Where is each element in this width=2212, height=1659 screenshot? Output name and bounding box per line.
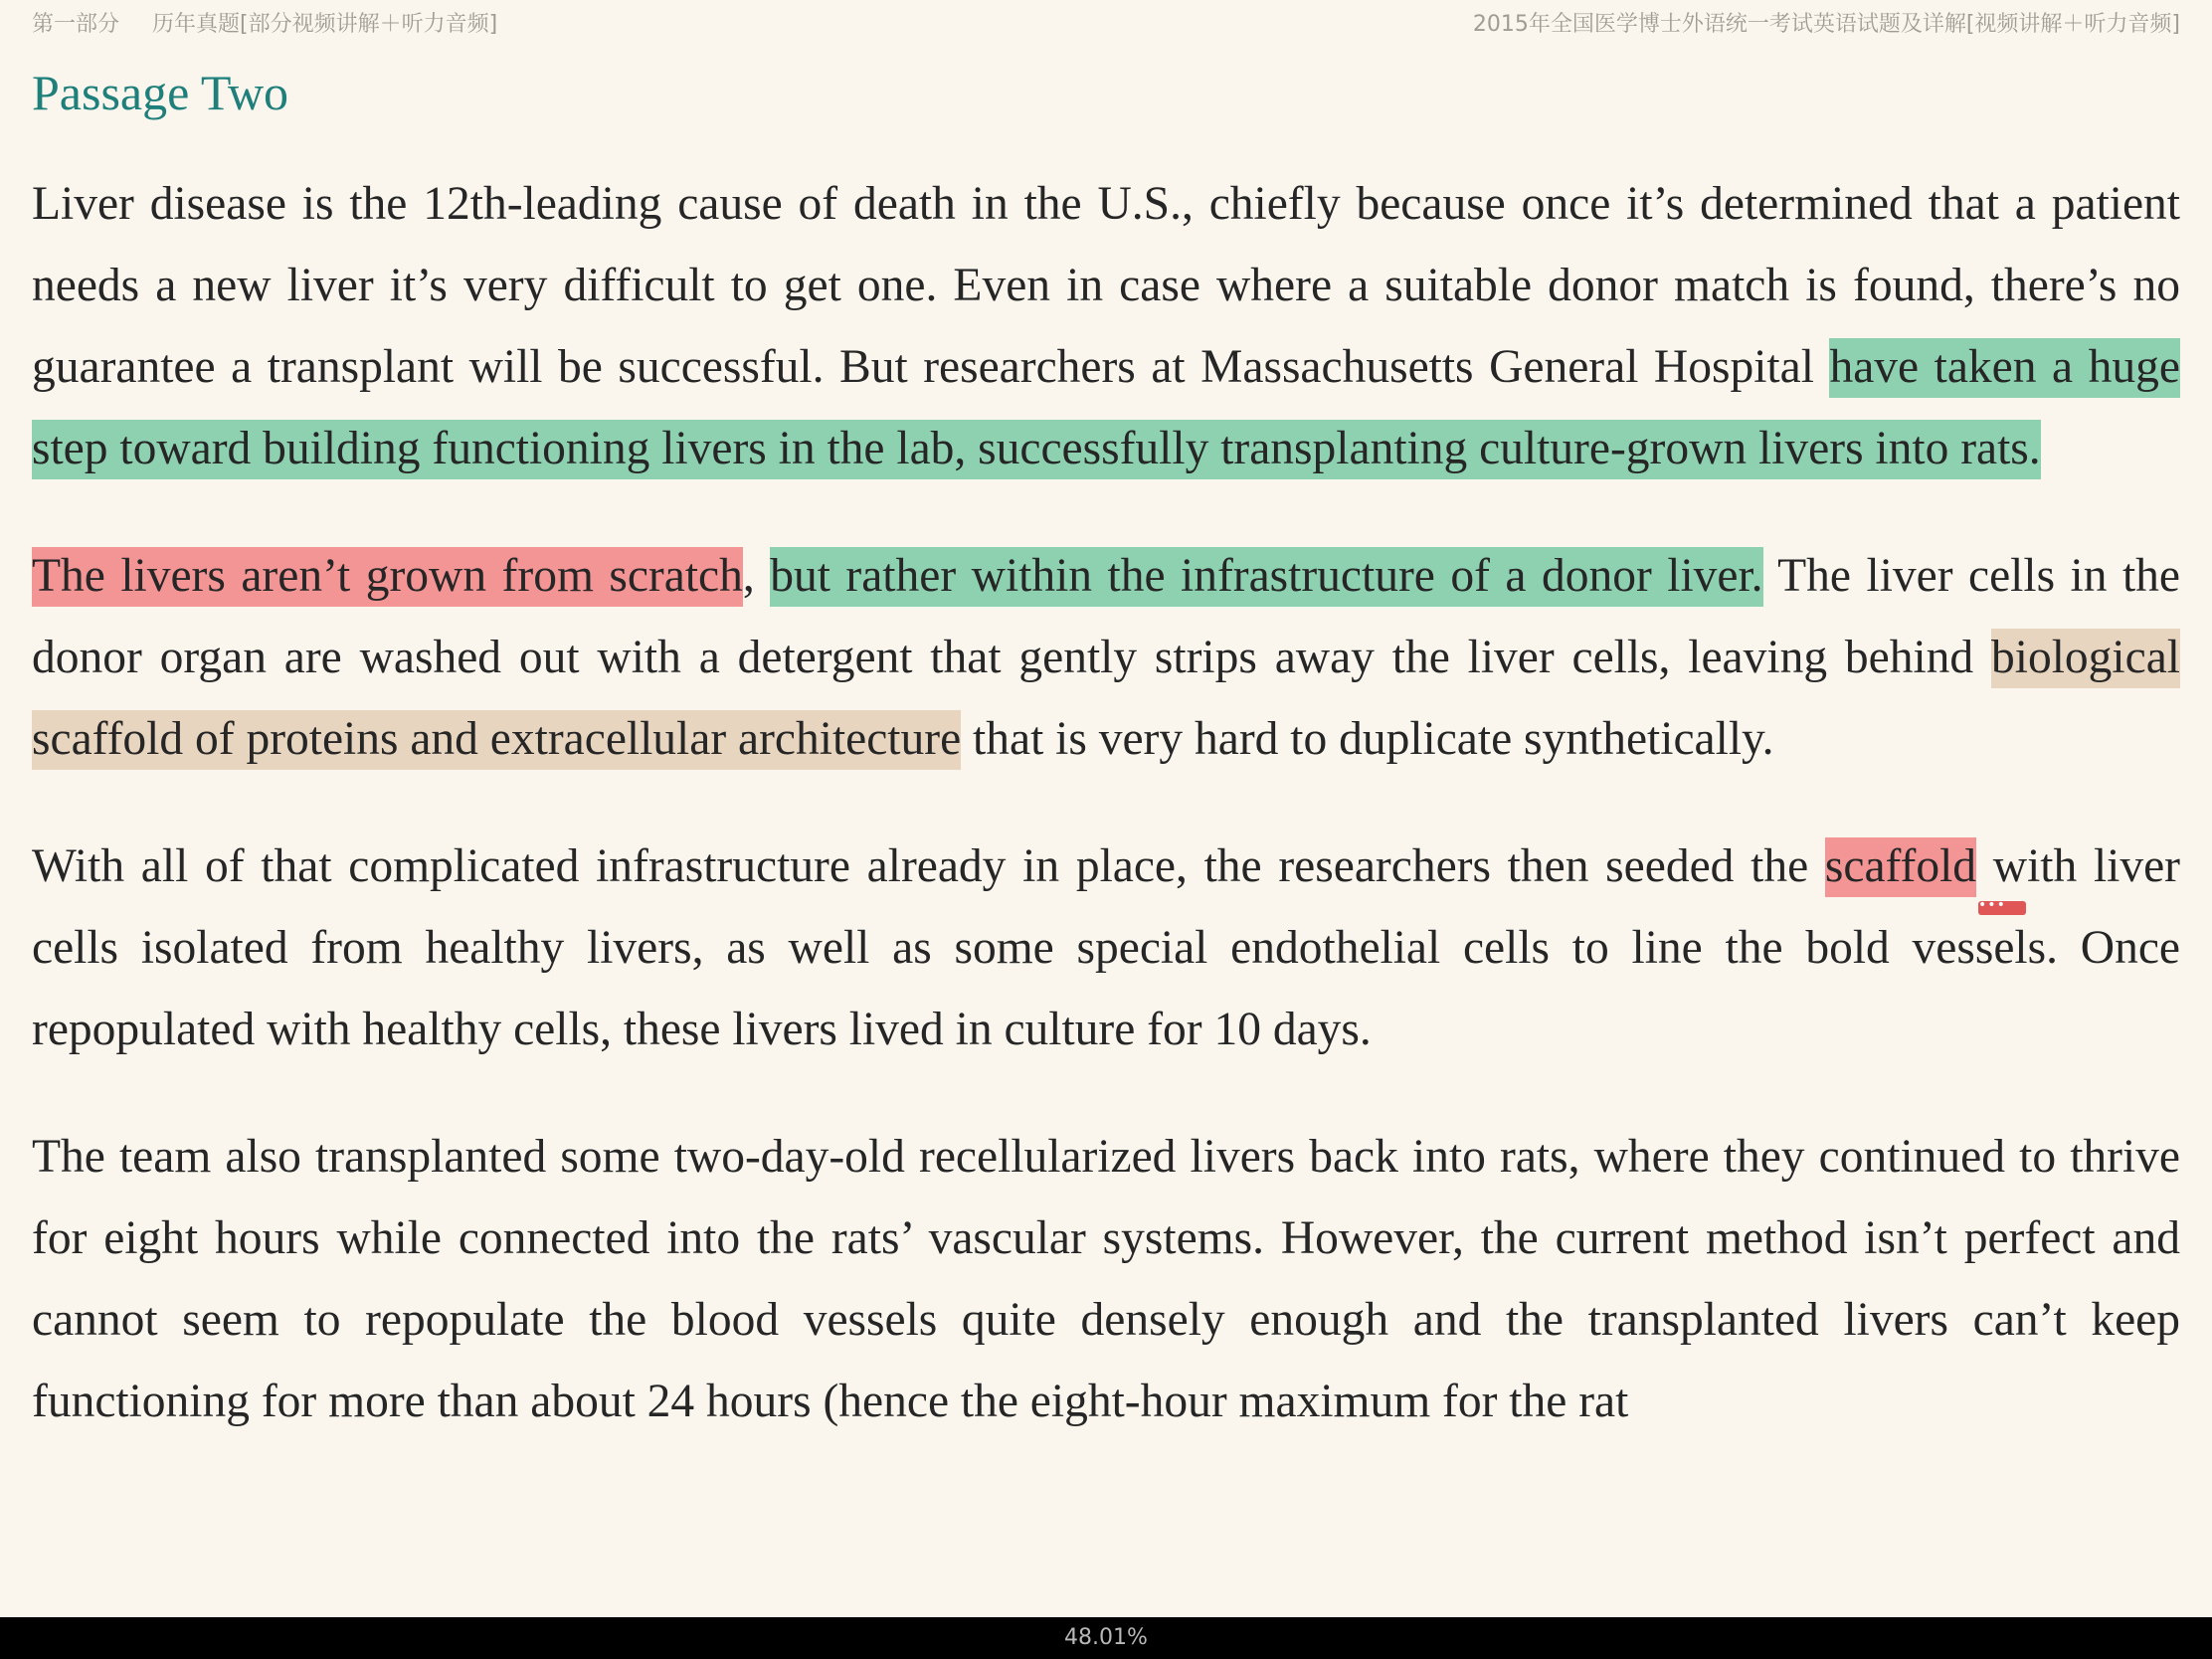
- paragraph-text[interactable]: ,: [742, 550, 771, 602]
- paragraph-1[interactable]: [32, 163, 2180, 489]
- highlight-green[interactable]: have taken a huge step toward building functioning livers in the lab, successfully transplanting culture-grown livers into rats.: [32, 338, 2180, 479]
- header-section-info: [32, 7, 497, 38]
- paragraph-3[interactable]: [32, 826, 2180, 1070]
- passage-title: Passage Two: [32, 65, 289, 120]
- paragraph-text[interactable]: With all of that complicated infrastructure already in place, the researchers then seeded the: [32, 840, 1825, 892]
- highlight-tan[interactable]: biological scaffold of proteins and extracellular architecture: [32, 629, 2180, 770]
- running-header: [0, 0, 2212, 40]
- paragraph-4[interactable]: [32, 1116, 2180, 1442]
- highlight-green[interactable]: but rather within the infrastructure of a donor liver.: [770, 547, 1762, 607]
- header-book-title: 2015年全国医学博士外语统一考试英语试题及详解[视频讲解＋听力音频]: [1472, 12, 2180, 37]
- header-part-label: 第一部分: [32, 12, 120, 37]
- paragraph-2[interactable]: [32, 535, 2180, 780]
- paragraph-text[interactable]: The team also transplanted some two-day-old recellularized livers back into rats, where they continued to thrive for eight hours while connected into the rats’ vascular systems. However, the current method isn’t perfect and cannot seem to repopulate the blood vessels quite densely enough and the transplanted livers can’t keep functioning for more than about 24 hours (hence the eight-hour maximum for the rat: [32, 1131, 2180, 1427]
- highlight-red[interactable]: The livers aren’t grown from scratch: [32, 547, 743, 607]
- reading-progress-percent: 48.01%: [1064, 1625, 1148, 1650]
- paragraph-text[interactable]: that is very hard to duplicate synthetically.: [961, 713, 1774, 765]
- paragraph-text[interactable]: The liver cells in the donor organ are washed out with a detergent that gently strips away the liver cells, leaving behind: [32, 550, 2180, 683]
- more-icon[interactable]: •••: [1978, 901, 2026, 915]
- header-section-label: 历年真题[部分视频讲解＋听力音频]: [152, 12, 498, 37]
- paragraph-text[interactable]: Liver disease is the 12th-leading cause of death in the U.S., chiefly because once it’s determined that a patient needs a new liver it’s very difficult to get one. Even in case where a suitable donor match is found, there’s no guarantee a transplant will be successful. But researchers at Massachusetts General Hospital: [32, 178, 2180, 393]
- highlight-red-with-note[interactable]: scaffold: [1825, 837, 1976, 897]
- reading-progress-bar: [0, 1617, 2212, 1659]
- paragraph-text[interactable]: with liver cells isolated from healthy livers, as well as some special endothelial cells to line the bold vessels. Once repopulated with healthy cells, these livers lived in culture for 10 days.: [32, 840, 2180, 1055]
- reading-content: [32, 58, 2180, 1488]
